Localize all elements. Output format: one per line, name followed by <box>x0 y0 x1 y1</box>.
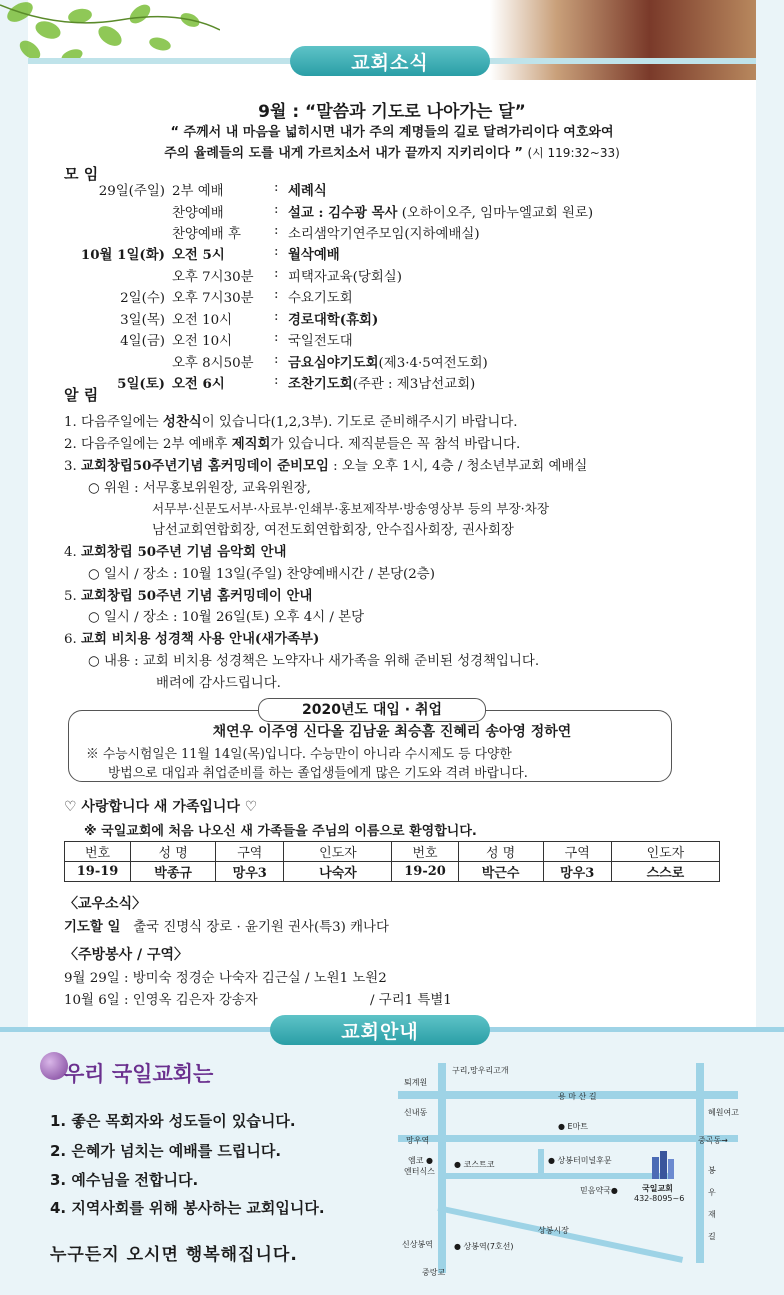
church-map <box>398 1055 768 1280</box>
verse-line-1: “ 주께서 내 마음을 넓히시면 내가 주의 계명들의 길로 달려가리이다 여호와여 <box>170 125 614 140</box>
meeting-time: 오전 5시 <box>172 247 225 263</box>
guide-banner: 교회안내 <box>270 1015 490 1045</box>
notice-1: 1. 다음주일에는 성찬식이 있습니다(1,2,3부). 기도로 준비해주시기 바랍니다. <box>64 414 518 430</box>
meeting-event <box>288 244 340 263</box>
map-label-junggok: 중곡동→ <box>698 1136 728 1145</box>
notice-3-members-3: 남선교회연합회장, 여전도회연합회장, 안수집사회장, 권사회장 <box>152 523 514 538</box>
meeting-event <box>288 330 353 349</box>
meeting-time: 찬양예배 후 <box>172 227 241 242</box>
map-label-mangu: 망우역 <box>406 1136 430 1145</box>
map-label-toegyewon: 퇴계원 <box>404 1078 428 1087</box>
meeting-event <box>288 266 402 285</box>
meeting-heading: 모 임 <box>64 165 99 183</box>
meeting-event-title: 월삭예배 <box>288 247 340 263</box>
map-road-stub <box>538 1149 544 1179</box>
family-welcome: ※ 국일교회에 처음 나오신 새 가족들을 주님의 이름으로 환영합니다. <box>84 824 477 839</box>
table-cell: 19-20 <box>392 862 458 882</box>
meeting-separator: : <box>274 373 279 388</box>
notice-2: 2. 다음주일에는 2부 예배후 제직회가 있습니다. 제직분들은 꼭 참석 바랍니다. <box>64 436 521 452</box>
meeting-event-detail: (주관 : 제3남선교회) <box>352 377 476 392</box>
map-label-top: 구리,망우리고개 <box>452 1066 509 1075</box>
table-header-cell: 번호 <box>392 842 458 862</box>
map-road-middle <box>438 1173 668 1179</box>
meeting-separator: : <box>274 244 279 259</box>
meeting-separator: : <box>274 202 279 217</box>
meeting-separator: : <box>274 309 279 324</box>
choir-photo <box>490 0 756 80</box>
meeting-event-detail: 국일전도대 <box>288 334 353 349</box>
table-cell: 박근수 <box>458 862 543 882</box>
notice-6-detail-2: 배려에 감사드립니다. <box>156 676 281 691</box>
map-label-entersix: 엔터식스 <box>404 1167 435 1176</box>
map-label-gil: 길 <box>708 1232 716 1241</box>
table-header-cell: 번호 <box>65 842 131 862</box>
map-label-sinnae: 신내동 <box>404 1108 428 1117</box>
meeting-separator: : <box>274 266 279 281</box>
meeting-time: 찬양예배 <box>172 206 224 221</box>
map-label-emart: ● E마트 <box>558 1122 589 1131</box>
kitchen-row-1: 9월 29일 : 방미숙 정경순 나숙자 김근실 / 노원1 노원2 <box>64 971 387 986</box>
month-title: 9월 : “말씀과 기도로 나아가는 달” <box>258 102 526 122</box>
map-label-hyewon: 혜원여고 <box>708 1108 739 1117</box>
intro-item-1: 1. 좋은 목회자와 성도들이 있습니다. <box>50 1112 296 1130</box>
map-label-phone: 432-8095~6 <box>634 1194 685 1203</box>
notice-4: 4. 교회창립 50주년 기념 음악회 안내 <box>64 544 287 560</box>
meeting-event-title: 경로대학(휴회) <box>288 312 379 328</box>
meeting-date: 10월 1일(화) <box>80 247 165 263</box>
map-label-sinsang: 신상봉역 <box>402 1240 433 1249</box>
meeting-event-detail: 수요기도회 <box>288 291 353 306</box>
map-road-junggok <box>398 1135 738 1142</box>
meeting-date: 2일(수) <box>120 291 165 306</box>
meeting-separator: : <box>274 223 279 238</box>
meeting-date: 29일(주일) <box>98 184 165 199</box>
kitchen-row-2a: 10월 6일 : 인영옥 김은자 강송자 <box>64 993 258 1008</box>
notice-3: 3. 교회창립50주년기념 홈커밍데이 준비모임 : 오늘 오후 1시, 4층 / 청소년부교회 예배실 <box>64 458 588 474</box>
meeting-event-title: 설교 : 김수광 목사 <box>288 205 398 221</box>
meeting-event-detail: 소리샘악기연주모임(지하예배실) <box>288 227 480 242</box>
map-label-pharmacy: 믿음약국● <box>580 1186 618 1195</box>
news-banner: 교회소식 <box>290 46 490 76</box>
map-label-bong: 봉 <box>708 1166 716 1175</box>
leaves-decoration <box>0 0 220 80</box>
meeting-event <box>288 373 475 392</box>
table-header-cell: 성 명 <box>458 842 543 862</box>
kitchen-heading: 〈주방봉사 / 구역〉 <box>64 947 189 963</box>
intro-closing: 누구든지 오시면 행복해집니다. <box>50 1245 298 1265</box>
college-note-2: 방법으로 대입과 취업준비를 하는 졸업생들에게 많은 기도와 격려 바랍니다. <box>108 766 528 781</box>
table-header-cell: 구역 <box>543 842 611 862</box>
table-cell: 망우3 <box>216 862 284 882</box>
intro-title: 우리 국일교회는 <box>64 1062 214 1086</box>
table-header-cell: 구역 <box>216 842 284 862</box>
meeting-time: 오전 10시 <box>172 313 233 328</box>
table-cell: 망우3 <box>543 862 611 882</box>
map-label-road: 용 마 산 길 <box>558 1092 597 1101</box>
meeting-event-title: 조찬기도회 <box>288 376 353 392</box>
meeting-event-title: 세례식 <box>288 183 327 199</box>
meeting-event-detail: (오하이오주, 임마누엘교회 원로) <box>397 206 594 221</box>
map-label-market: 상봉시장 <box>538 1226 569 1235</box>
meeting-time: 오후 8시50분 <box>172 356 254 371</box>
notice-6-detail: ○ 내용 : 교회 비치용 성경책은 노약자나 새가족을 위해 준비된 성경책입니다. <box>88 654 540 669</box>
meeting-event <box>288 202 593 221</box>
notice-6: 6. 교회 비치용 성경책 사용 안내(새가족부) <box>64 631 320 647</box>
intro-item-2: 2. 은혜가 넘치는 예배를 드립니다. <box>50 1142 282 1160</box>
map-label-sangbong: ● 상봉역(7호선) <box>454 1242 514 1251</box>
table-cell: 박종규 <box>131 862 216 882</box>
meeting-time: 오전 10시 <box>172 334 233 349</box>
table-cell: 스스로 <box>611 862 719 882</box>
verse-line-2: 주의 율례들의 도를 내게 가르치소서 내가 끝까지 지키리이다 ” (시 119:32~33) <box>164 146 620 161</box>
map-label-emco: 엠코 ● <box>408 1156 433 1165</box>
meeting-time: 오전 6시 <box>172 376 225 392</box>
alumni-news: 기도할 일 출국 진명식 장로 · 윤기원 권사(특3) 캐나다 <box>64 920 389 935</box>
church-building-icon <box>650 1151 676 1179</box>
meeting-event <box>288 309 378 328</box>
notice-4-detail: ○ 일시 / 장소 : 10월 13일(주일) 찬양예배시간 / 본당(2층) <box>88 567 435 582</box>
map-label-costco: ● 코스트코 <box>454 1160 495 1169</box>
meeting-event-title: 금요심야기도회 <box>288 355 379 371</box>
college-names: 채연우 이주영 신다올 김남윤 최승흠 진혜리 송아영 정하연 <box>212 724 572 740</box>
meeting-event <box>288 352 488 371</box>
meeting-event <box>288 223 480 242</box>
intro-item-4: 4. 지역사회를 위해 봉사하는 교회입니다. <box>50 1199 325 1217</box>
notice-5: 5. 교회창립 50주년 기념 홈커밍데이 안내 <box>64 588 313 604</box>
map-label-terminal: ● 상봉터미널후문 <box>548 1156 612 1165</box>
meeting-time: 오후 7시30분 <box>172 270 254 285</box>
meeting-event-detail: (제3·4·5여전도회) <box>378 356 488 371</box>
college-note-1: ※ 수능시험일은 11월 14일(목)입니다. 수능만이 아니라 수시제도 등 다양한 <box>86 747 512 762</box>
family-heading: ♡ 사랑합니다 새 가족입니다 ♡ <box>64 799 258 815</box>
map-label-u: 우 <box>708 1188 716 1197</box>
table-header-cell: 인도자 <box>611 842 719 862</box>
table-cell: 나숙자 <box>284 862 392 882</box>
table-header-cell: 성 명 <box>131 842 216 862</box>
meeting-event <box>288 180 327 199</box>
notice-3-members: ○ 위원 : 서무홍보위원장, 교육위원장, <box>88 481 311 496</box>
meeting-time: 오후 7시30분 <box>172 291 254 306</box>
map-label-jungnang: 중랑교 <box>422 1268 446 1277</box>
meeting-date: 3일(목) <box>120 313 165 328</box>
alumni-heading: 〈교우소식〉 <box>64 896 147 912</box>
map-label-church: 국일교회 <box>642 1184 673 1193</box>
meeting-separator: : <box>274 287 279 302</box>
meeting-time: 2부 예배 <box>172 184 224 199</box>
meeting-date: 4일(금) <box>120 334 165 349</box>
kitchen-row-2b: / 구리1 특별1 <box>370 993 452 1008</box>
table-cell: 19-19 <box>65 862 131 882</box>
college-title: 2020년도 대입 · 취업 <box>258 698 486 722</box>
notice-heading: 알 림 <box>64 386 99 404</box>
map-label-jae: 재 <box>708 1210 716 1219</box>
new-family-table <box>64 841 720 882</box>
meeting-separator: : <box>274 330 279 345</box>
table-row <box>65 862 720 882</box>
notice-5-detail: ○ 일시 / 장소 : 10월 26일(토) 오후 4시 / 본당 <box>88 610 365 625</box>
meeting-date: 5일(토) <box>117 376 165 392</box>
table-header-row <box>65 842 720 862</box>
meeting-separator: : <box>274 352 279 367</box>
table-header-cell: 인도자 <box>284 842 392 862</box>
intro-item-3: 3. 예수님을 전합니다. <box>50 1171 199 1189</box>
notice-3-members-2: 서무부·신문도서부·사료부·인쇄부·홍보제작부·방송영상부 등의 부장·차장 <box>152 501 549 516</box>
meeting-event-detail: 피택자교육(당회실) <box>288 270 402 285</box>
meeting-separator: : <box>274 180 279 195</box>
meeting-event <box>288 287 353 306</box>
